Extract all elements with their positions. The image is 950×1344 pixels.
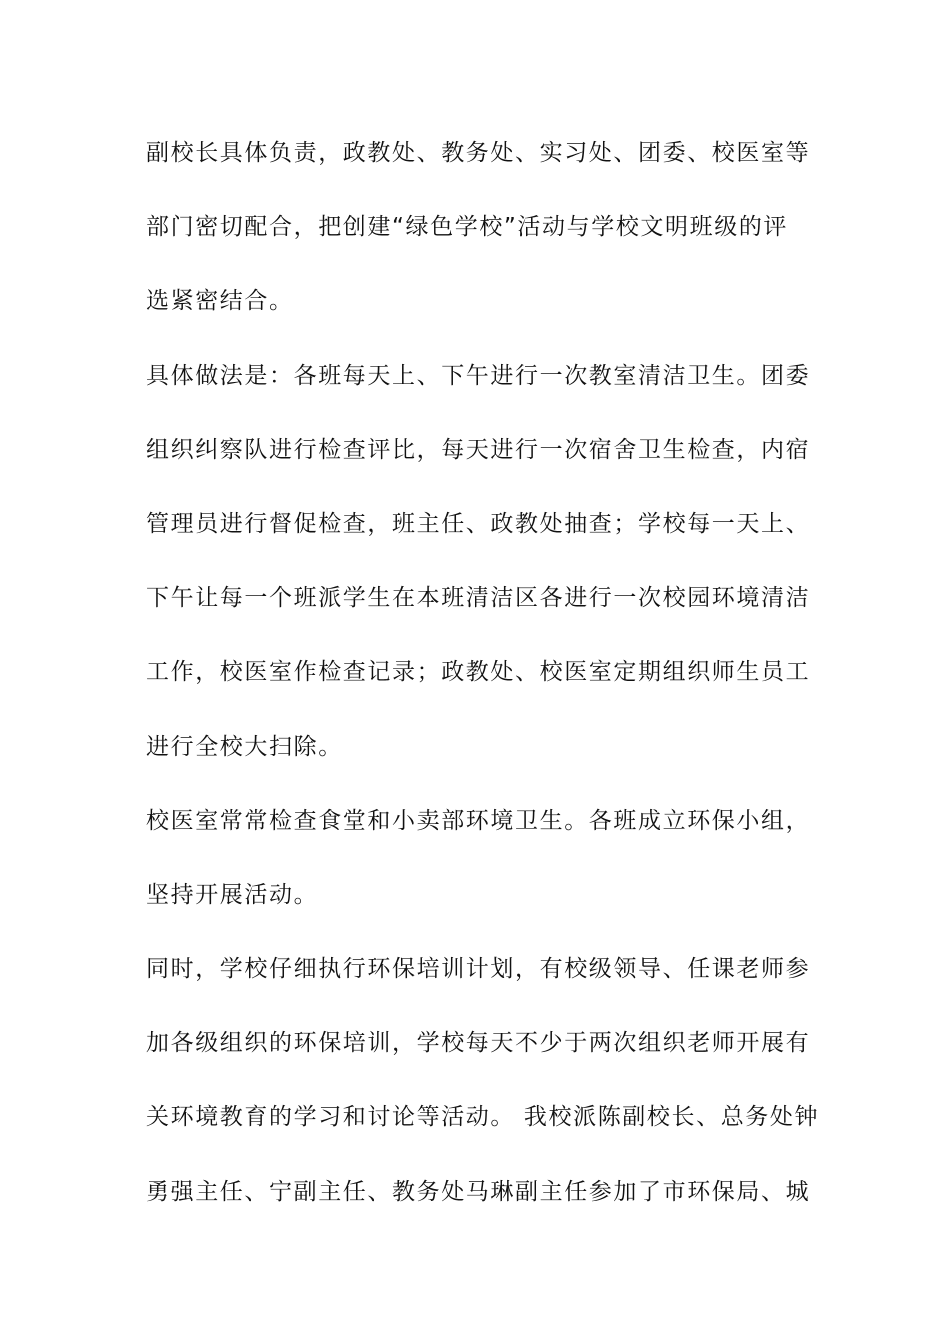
text-line: 坚持开展活动。 (146, 881, 319, 908)
text-line: 工作，校医室作检查记录；政教处、校医室定期组织师生员工 (146, 659, 811, 686)
text-line: 部门密切配合，把创建“绿色学校”活动与学校文明班级的评 (146, 214, 789, 241)
text-line: 加各级组织的环保培训，学校每天不少于两次组织老师开展有 (146, 1030, 811, 1057)
document-body (146, 130, 820, 1243)
text-line: 下午让每一个班派学生在本班清洁区各进行一次校园环境清洁 (146, 585, 811, 612)
text-line: 校医室常常检查食堂和小卖部环境卫生。各班成立环保小组， (146, 807, 811, 834)
text-line: 组织纠察队进行检查评比，每天进行一次宿舍卫生检查，内宿 (146, 436, 811, 463)
text-line: 具体做法是：各班每天上、下午进行一次教室清洁卫生。团委 (146, 362, 811, 389)
text-line: 进行全校大扫除。 (146, 733, 343, 760)
text-line: 选紧密结合。 (146, 288, 294, 315)
text-line: 勇强主任、宁副主任、教务处马琳副主任参加了市环保局、城 (146, 1178, 811, 1205)
text-line: 管理员进行督促检查，班主任、政教处抽查；学校每一天上、 (146, 510, 811, 537)
text-line: 关环境教育的学习和讨论等活动。 我校派陈副校长、总务处钟 (146, 1104, 820, 1131)
text-line: 同时，学校仔细执行环保培训计划，有校级领导、任课老师参 (146, 956, 811, 983)
text-line: 副校长具体负责，政教处、教务处、实习处、团委、校医室等 (146, 140, 811, 166)
